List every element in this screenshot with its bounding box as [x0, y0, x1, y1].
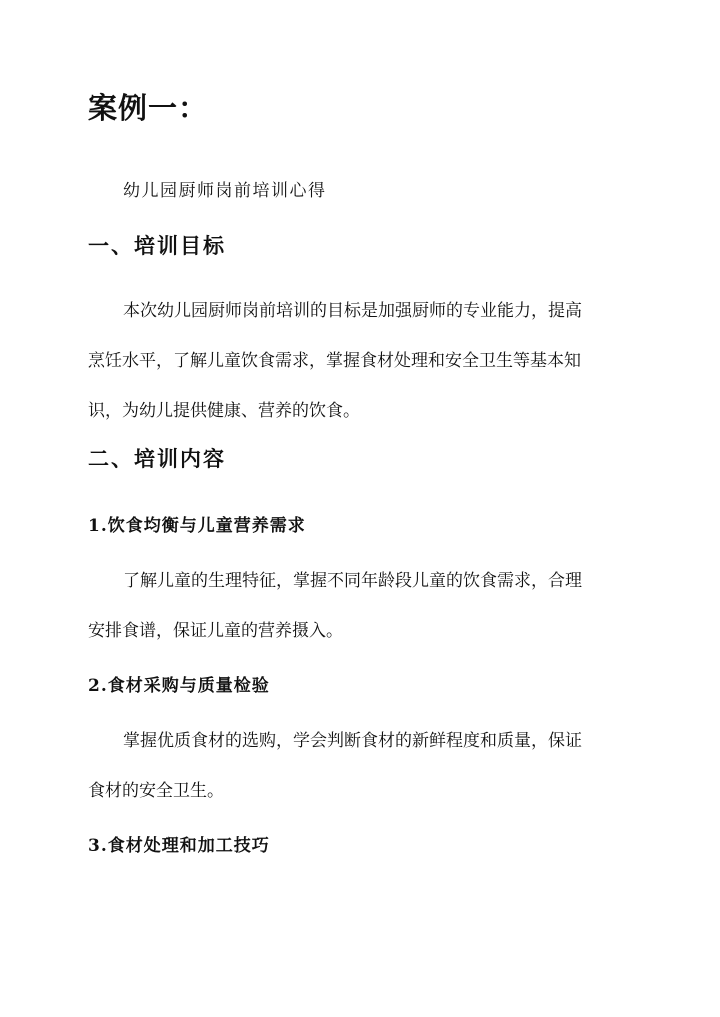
paragraph-line: 烹饪水平，了解儿童饮食需求，掌握食材处理和安全卫生等基本知 — [88, 351, 581, 371]
paragraph-line: 了解儿童的生理特征，掌握不同年龄段儿童的饮食需求，合理 — [123, 571, 582, 591]
case-title: 案例一： — [88, 91, 209, 125]
document-subtitle: 幼儿园厨师岗前培训心得 — [123, 181, 327, 201]
paragraph-line: 掌握优质食材的选购，学会判断食材的新鲜程度和质量，保证 — [123, 731, 582, 751]
paragraph-diet-balance — [88, 556, 636, 656]
paragraph-training-goals — [88, 286, 636, 436]
subheading-diet-balance: 1.饮食均衡与儿童营养需求 — [88, 516, 306, 536]
subheading-ingredient-processing: 3.食材处理和加工技巧 — [88, 836, 270, 856]
paragraph-line: 安排食谱，保证儿童的营养摄入。 — [88, 621, 343, 641]
section-heading-training-content: 二、培训内容 — [88, 446, 226, 471]
paragraph-ingredient-procurement — [88, 716, 636, 816]
paragraph-line: 食材的安全卫生。 — [88, 781, 224, 801]
paragraph-line: 本次幼儿园厨师岗前培训的目标是加强厨师的专业能力，提高 — [123, 301, 582, 321]
subheading-ingredient-procurement: 2.食材采购与质量检验 — [88, 676, 270, 696]
section-heading-training-goals: 一、培训目标 — [88, 233, 226, 258]
paragraph-line: 识，为幼儿提供健康、营养的饮食。 — [88, 401, 360, 421]
